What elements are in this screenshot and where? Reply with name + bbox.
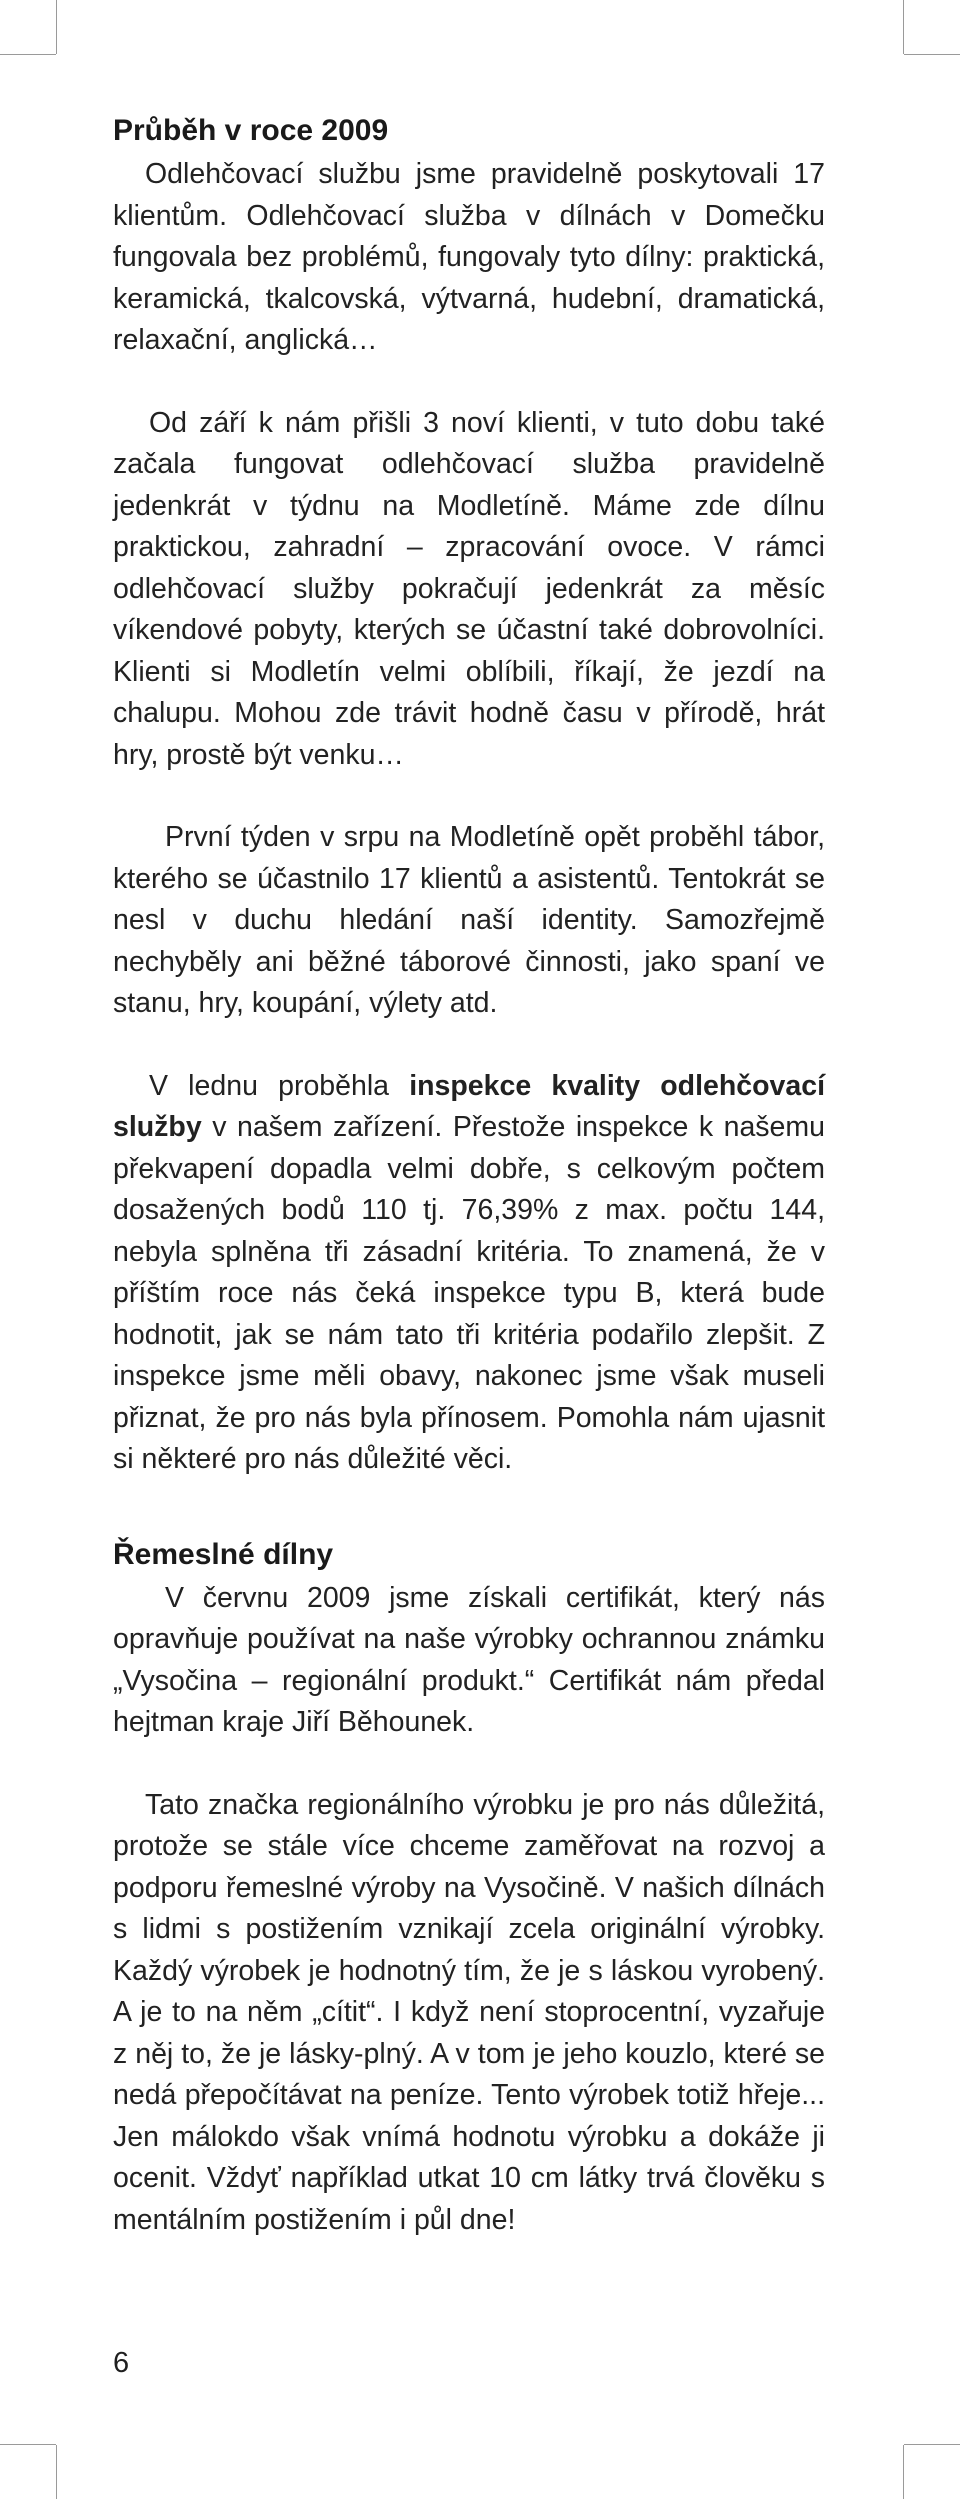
page-number: 6 (113, 2347, 130, 2379)
crop-mark-bottom-right (903, 2445, 904, 2499)
inspection-text-before: V lednu proběhla (149, 1069, 410, 1102)
paragraph-inspection (113, 1066, 825, 1481)
crop-mark-top-right (903, 0, 904, 54)
crop-mark-bottom-left (56, 2445, 57, 2499)
paragraph-summer-camp: První týden v srpu na Modletíně opět proběhl tábor, kterého se účastnilo 17 klientů a asistentů. Tentokrát se nesl v duchu hledání naší identity. Samozřejmě nechyběly ani běžné táborové činnosti, jako spaní ve stanu, hry, koupání, výlety atd. (113, 821, 825, 1019)
paragraph-regional-brand: Tato značka regionálního výrobku je pro nás důležitá, protože se stále více chceme zaměřovat na rozvoj a podporu řemeslné výroby na Vysočině. V našich dílnách s lidmi s postižením vznikají zcela originální výrobky. Každý výrobek je hodnotný tím, že je s láskou vyrobený. A je to na něm „cítit“. I když není stoprocentní, vyzařuje z něj to, že je lásky-plný. A v tom je jeho kouzlo, které se nedá přepočítávat na peníze. Tento výrobek totiž hřeje... Jen málokdo však vnímá hodnotu výrobku a dokáže ji ocenit. Vždyť například utkat 10 cm látky trvá člověku s mentálním postižením i půl dne! (113, 1788, 825, 2236)
crop-mark-bottom-left-h (0, 2444, 56, 2445)
inspection-text-after: v našem zařízení. Přestože inspekce k našemu překvapení dopadla velmi dobře, s celkovým počtem dosažených bodů 110 tj. 76,39% z max. počtu 144, nebyla splněna tři zásadní kritéria. To znamená, že v příštím roce nás čeká inspekce typu B, která bude hodnotit, jak se nám tato tři kritéria podařilo zlepšit. Z inspekce jsme měli obavy, nakonec jsme však museli přiznat, že pro nás byla přínosem. Pomohla nám ujasnit si některé pro nás důležité věci. (113, 1111, 825, 1475)
paragraph-modletin: Od září k nám přišli 3 noví klienti, v tuto dobu také začala fungovat odlehčovací služba pravidelně jedenkrát v týdnu na Modletíně. Máme zde dílnu praktickou, zahradní – zpracování ovoce. V rámci odlehčovací služby pokračují jedenkrát za měsíc víkendové pobyty, kterých se účastní také dobrovolníci. Klienti si Modletín velmi oblíbili, říkají, že jezdí na chalupu. Mohou zde trávit hodně času v přírodě, hrát hry, prostě být venku… (113, 406, 825, 771)
crop-mark-top-right-h (904, 54, 960, 55)
crop-mark-bottom-right-h (904, 2444, 960, 2445)
section-heading-craft-workshops: Řemeslné dílny (113, 1537, 334, 1571)
paragraph-respite-service: Odlehčovací službu jsme pravidelně poskytovali 17 klientům. Odlehčovací služba v dílnách v Domečku fungovala bez problémů, fungovaly tyto dílny: praktická, keramická, tkalcovská, výtvarná, hudební, dramatická, relaxační, anglická… (113, 158, 825, 356)
inspection-bold-text: inspekce kvality odlehčovací služby (113, 1069, 825, 1143)
section-heading-2009: Průběh v roce 2009 (113, 114, 389, 147)
paragraph-certificate: V červnu 2009 jsme získali certifikát, který nás opravňuje používat na naše výrobky ochrannou známku „Vysočina – regionální produkt.“ Certifikát nám předal hejtman kraje Jiří Běhounek. (113, 1581, 825, 1738)
crop-mark-top-left-h (0, 54, 56, 55)
page-content (113, 112, 825, 2241)
crop-mark-top-left (56, 0, 57, 54)
